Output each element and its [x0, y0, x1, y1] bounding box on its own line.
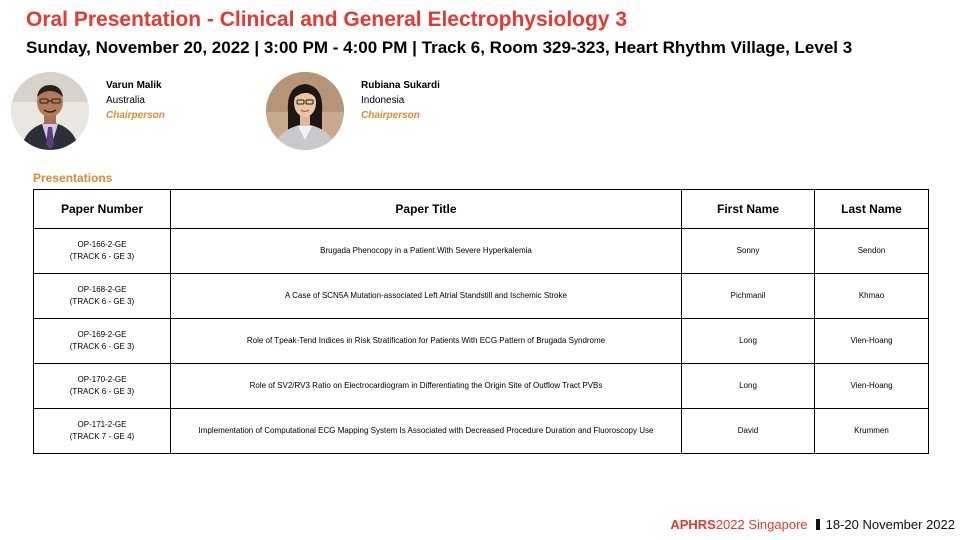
first-name: Sonny: [682, 229, 815, 274]
chair-photo-female-icon: [266, 72, 344, 150]
last-name: Sendon: [815, 229, 929, 274]
paper-track: (TRACK 6 - GE 3): [69, 297, 135, 306]
column-header-paper-title: Paper Title: [171, 190, 682, 229]
paper-number: OP-168-2-GE: [77, 285, 127, 294]
column-header-first-name: First Name: [682, 190, 815, 229]
presentations-heading: Presentations: [33, 171, 113, 185]
paper-number-cell: [34, 319, 171, 364]
paper-number: OP-166-2-GE: [77, 240, 127, 249]
last-name: Vien-Hoang: [815, 319, 929, 364]
footer-dates: 18-20 November 2022: [825, 517, 955, 532]
chair-name: Rubiana Sukardi: [361, 80, 440, 91]
paper-title: Role of Tpeak-Tend Indices in Risk Stratification for Patients With ECG Pattern of Brugada Syndrome: [171, 319, 682, 364]
session-details: Sunday, November 20, 2022 | 3:00 PM - 4:00 PM | Track 6, Room 329-323, Heart Rhythm Village, Level 3: [26, 38, 853, 57]
first-name: Pichmanil: [682, 274, 815, 319]
paper-number-cell: [34, 274, 171, 319]
chair-role: Chairperson: [361, 110, 420, 121]
table-header-row: [34, 190, 929, 229]
event-footer: [670, 517, 955, 532]
paper-number: OP-169-2-GE: [77, 330, 127, 339]
paper-title: A Case of SCN5A Mutation-associated Left Atrial Standstill and Ischemic Stroke: [171, 274, 682, 319]
footer-divider: [816, 519, 820, 530]
chair-role: Chairperson: [106, 110, 165, 121]
last-name: Krummen: [815, 409, 929, 454]
table-row: [34, 409, 929, 454]
paper-title: Brugada Phenocopy in a Patient With Severe Hyperkalemia: [171, 229, 682, 274]
paper-track: (TRACK 6 - GE 3): [69, 342, 135, 351]
paper-number-cell: [34, 229, 171, 274]
presentations-table: [33, 189, 929, 454]
paper-track: (TRACK 7 - GE 4): [69, 432, 135, 441]
chair-country: Indonesia: [361, 95, 405, 106]
paper-track: (TRACK 6 - GE 3): [69, 387, 135, 396]
paper-number: OP-171-2-GE: [77, 420, 127, 429]
column-header-last-name: Last Name: [815, 190, 929, 229]
last-name: Khmao: [815, 274, 929, 319]
paper-track: (TRACK 6 - GE 3): [69, 252, 135, 261]
chair-photo-male-icon: [11, 72, 89, 150]
table-row: [34, 319, 929, 364]
footer-year-city: 2022 Singapore: [715, 517, 808, 532]
paper-number: OP-170-2-GE: [77, 375, 127, 384]
last-name: Vien-Hoang: [815, 364, 929, 409]
chair-country: Australia: [106, 95, 145, 106]
first-name: Long: [682, 364, 815, 409]
table-row: [34, 274, 929, 319]
paper-number-cell: [34, 364, 171, 409]
table-row: [34, 229, 929, 274]
table-row: [34, 364, 929, 409]
footer-brand: APHRS: [670, 517, 716, 532]
paper-title: Implementation of Computational ECG Mapping System Is Associated with Decreased Procedure Duration and Fluoroscopy Use: [171, 409, 682, 454]
first-name: Long: [682, 319, 815, 364]
paper-title: Role of SV2/RV3 Ratio on Electrocardiogram in Differentiating the Origin Site of Outflow Tract PVBs: [171, 364, 682, 409]
column-header-paper-number: Paper Number: [34, 190, 171, 229]
paper-number-cell: [34, 409, 171, 454]
session-title: Oral Presentation - Clinical and General Electrophysiology 3: [26, 8, 628, 31]
first-name: David: [682, 409, 815, 454]
chair-name: Varun Malik: [106, 80, 162, 91]
